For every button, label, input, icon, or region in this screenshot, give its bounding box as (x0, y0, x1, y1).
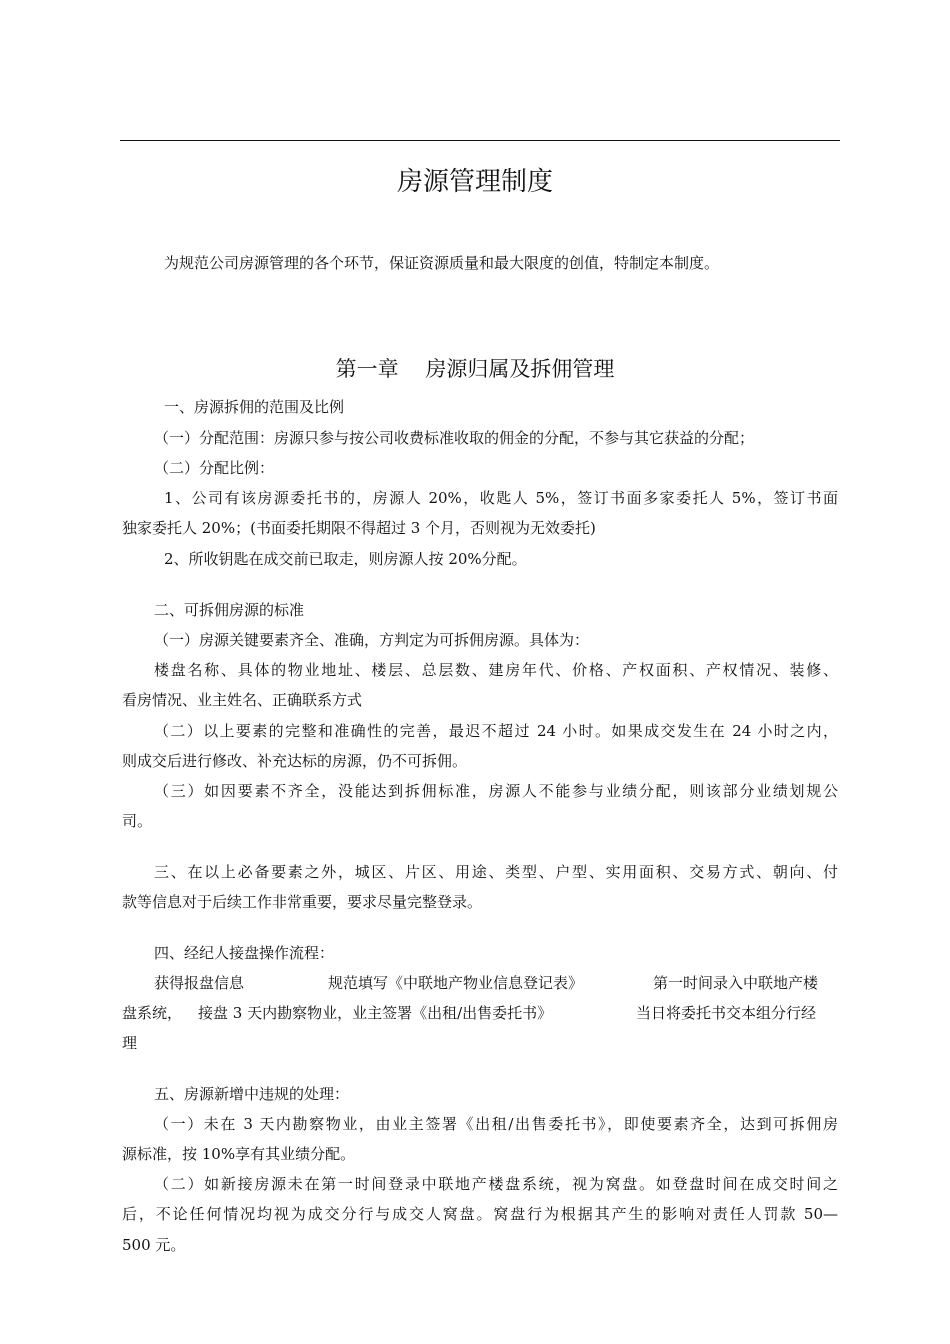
workflow-line (122, 1000, 838, 1026)
chapter-title: 第一章 房源归属及拆佣管理 (335, 357, 615, 381)
section-5-paragraph: 500 元。 (122, 1236, 186, 1254)
section-1-paragraph: 1、公司有该房源委托书的，房源人 20%，收匙人 5%，签订书面多家委托人 5%，签订书面 (164, 489, 838, 507)
workflow-step: 获得报盘信息 (154, 974, 245, 992)
intro-paragraph: 为规范公司房源管理的各个环节，保证资源质量和最大限度的创值，特制定本制度。 (164, 254, 720, 272)
workflow-step: 第一时间录入中联地产楼 (653, 974, 819, 992)
section-5-paragraph: （二）如新接房源未在第一时间登录中联地产楼盘系统，视为窝盘。如登盘时间在成交时间之 (154, 1175, 838, 1193)
section-5-paragraph: 源标准，按 10%享有其业绩分配。 (122, 1145, 356, 1163)
section-3-paragraph: 三、在以上必备要素之外，城区、片区、用途、类型、户型、实用面积、交易方式、朝向、付 (154, 863, 838, 881)
header-rule (120, 140, 840, 141)
section-1-paragraph: （二）分配比例： (154, 459, 275, 477)
section-2-paragraph: 楼盘名称、具体的物业地址、楼层、总层数、建房年代、价格、产权面积、产权情况、装修、 (154, 661, 838, 679)
workflow-step: 盘系统， (122, 1004, 183, 1022)
section-1-heading: 一、房源拆佣的范围及比例 (164, 398, 345, 416)
document-title: 房源管理制度 (396, 167, 553, 197)
section-5-paragraph: （一）未在 3 天内勘察物业，由业主签署《出租/出售委托书》，即使要素齐全，达到可拆佣房 (154, 1115, 838, 1133)
section-1-paragraph: （一）分配范围：房源只参与按公司收费标准收取的佣金的分配，不参与其它获益的分配； (154, 429, 755, 447)
workflow-line: 理 (122, 1034, 138, 1052)
section-3-paragraph: 款等信息对于后续工作非常重要，要求尽量完整登录。 (122, 893, 483, 911)
section-1-paragraph: 独家委托人 20%；(书面委托期限不得超过 3 个月，否则视为无效委托) (122, 519, 596, 537)
section-2-paragraph: 则成交后进行修改、补充达标的房源，仍不可拆佣。 (122, 752, 468, 770)
section-2-paragraph: 看房情况、业主姓名、正确联系方式 (122, 691, 363, 709)
section-2-paragraph: 司。 (122, 812, 153, 830)
workflow-step: 接盘 3 天内勘察物业，业主签署《出租/出售委托书》 (198, 1004, 553, 1022)
workflow-step: 规范填写《中联地产物业信息登记表》 (328, 974, 584, 992)
section-1-paragraph: 2、所收钥匙在成交前已取走，则房源人按 20%分配。 (164, 550, 527, 568)
section-4-heading: 四、经纪人接盘操作流程： (154, 944, 335, 962)
section-2-paragraph: （三）如因要素不齐全，没能达到拆佣标准，房源人不能参与业绩分配，则该部分业绩划规公 (154, 782, 838, 800)
section-2-paragraph: （二）以上要素的完整和准确性的完善，最迟不超过 24 小时。如果成交发生在 24 小时之内， (154, 722, 838, 740)
section-5-heading: 五、房源新增中违规的处理： (154, 1085, 350, 1103)
section-2-paragraph: （一）房源关键要素齐全、准确，方判定为可拆佣房源。具体为： (154, 631, 590, 649)
section-2-heading: 二、可拆佣房源的标准 (154, 601, 305, 619)
section-5-paragraph: 后，不论任何情况均视为成交分行与成交人窝盘。窝盘行为根据其产生的影响对责任人罚款 50— (122, 1205, 838, 1223)
workflow-step: 当日将委托书交本组分行经 (636, 1004, 817, 1022)
workflow-line (122, 970, 838, 996)
